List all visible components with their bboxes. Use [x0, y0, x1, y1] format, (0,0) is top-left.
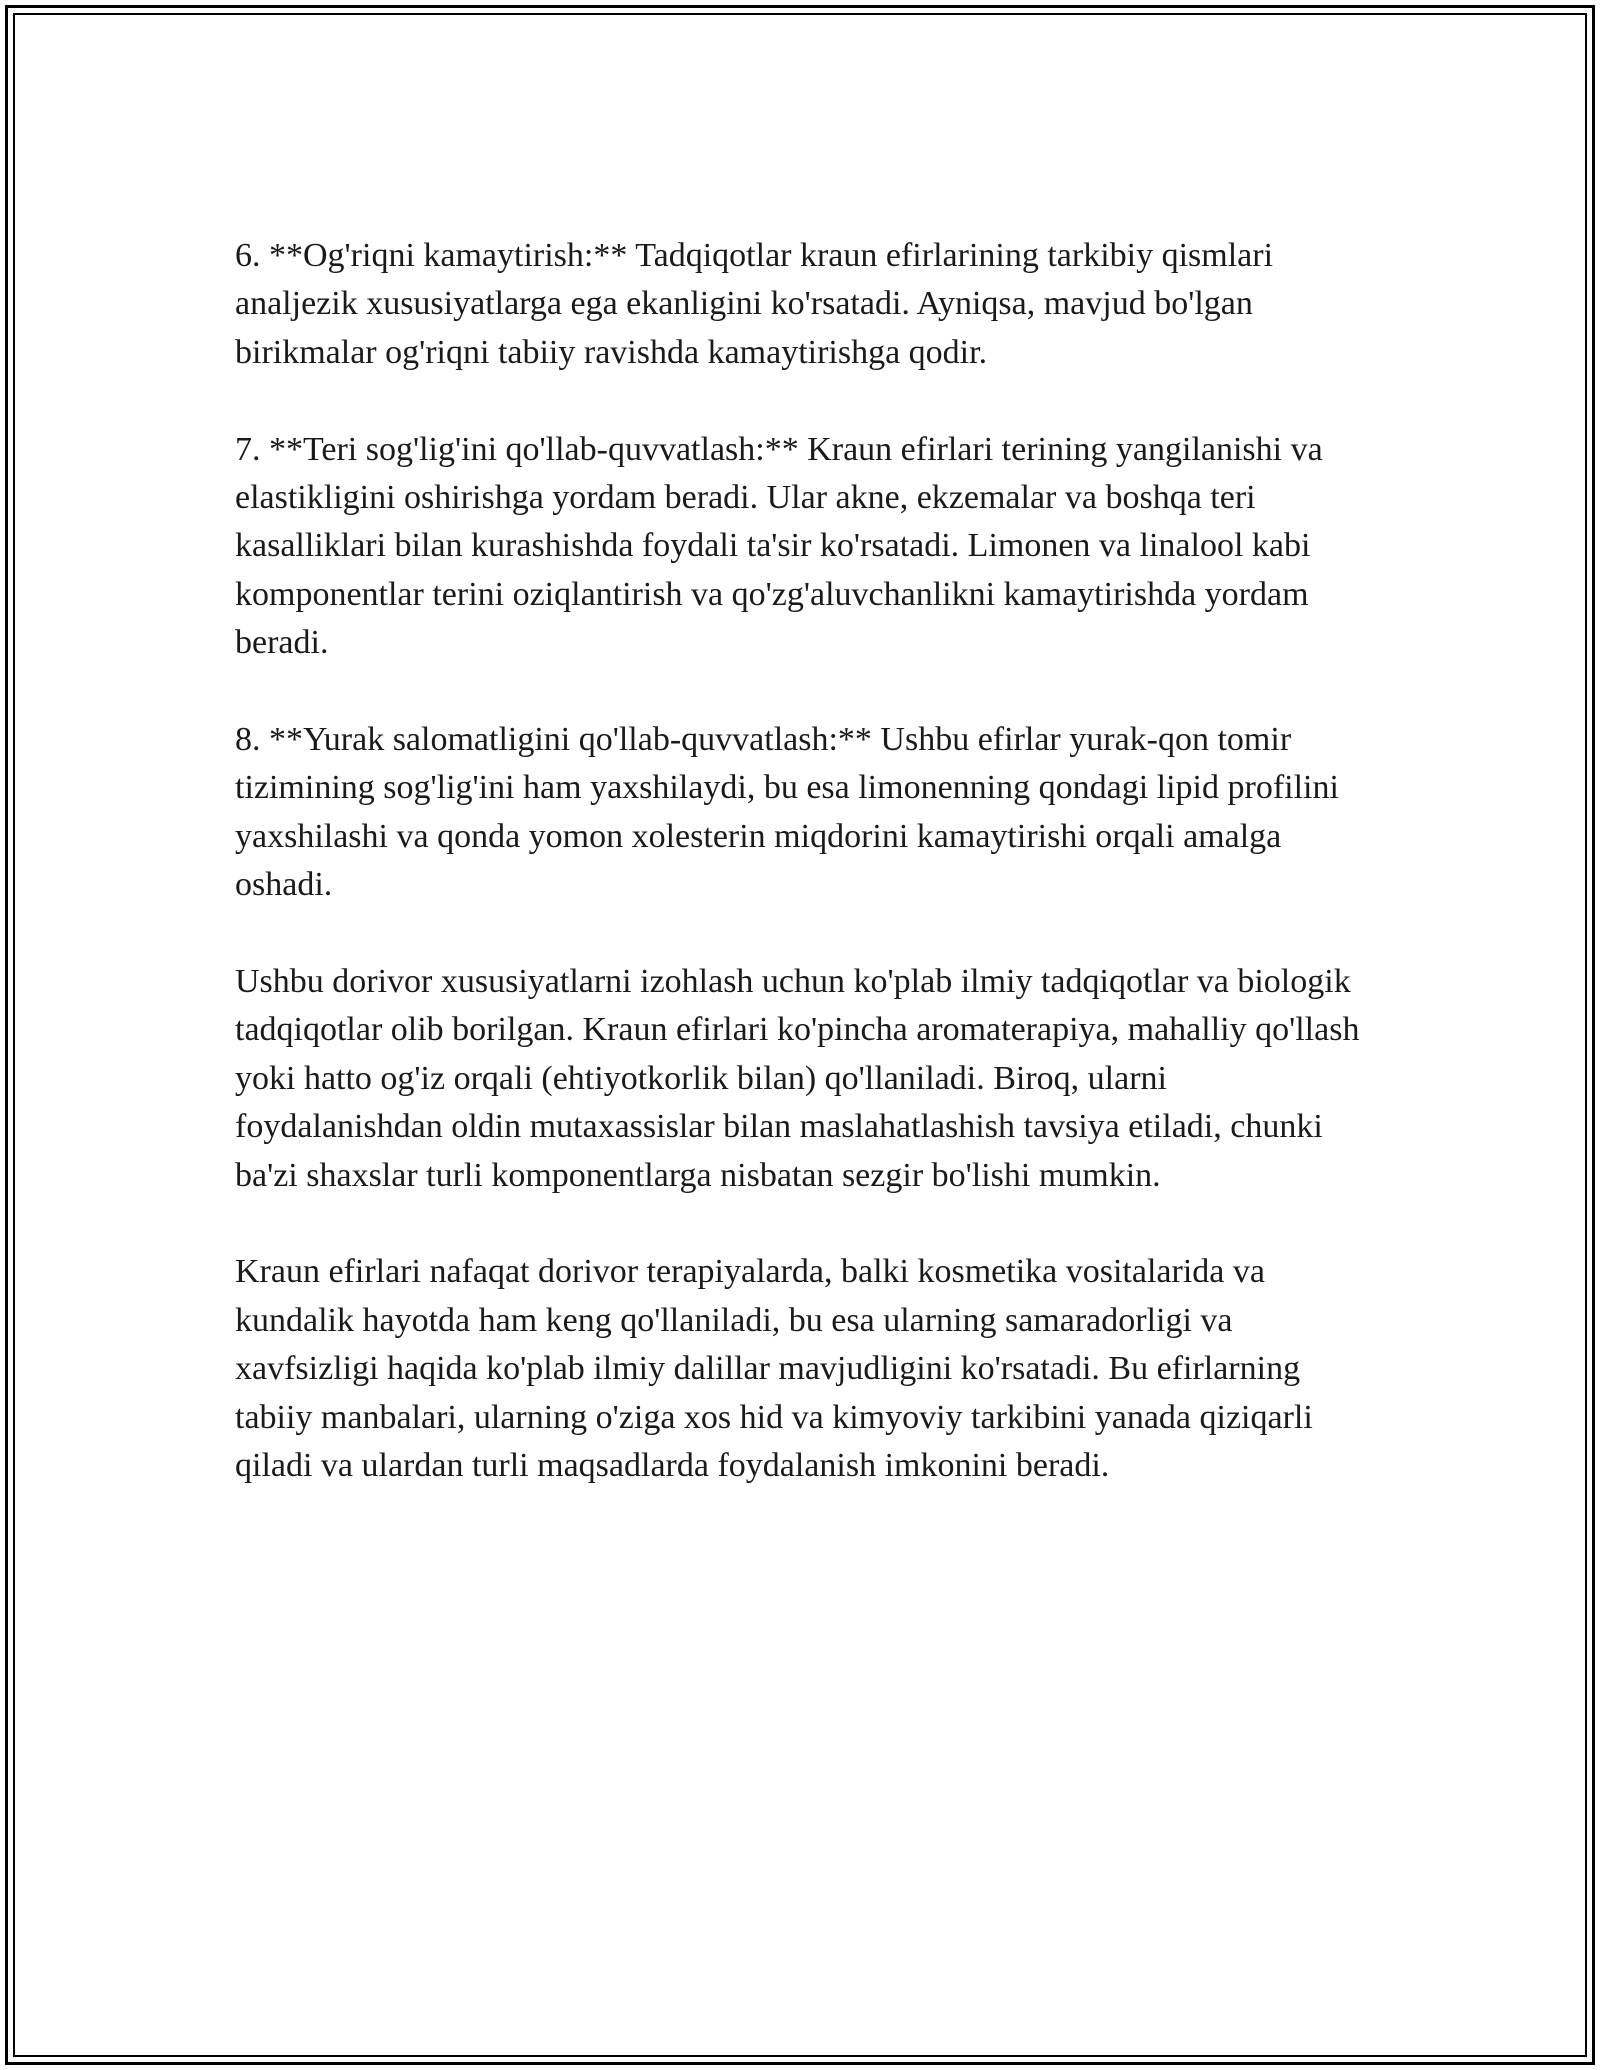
paragraph-research-note: Ushbu dorivor xususiyatlarni izohlash uchun ko'plab ilmiy tadqiqotlar va biologik tadqiqotlar olib borilgan. Kraun efirlari ko'pincha aromaterapiya, mahalliy qo'llash yoki hatto og'iz orqali (ehtiyotkorlik bilan) qo'llaniladi. Biroq, ularni foydalanishdan oldin mutaxassislar bilan maslahatlashish tavsiya etiladi, chunki ba'zi shaxslar turli komponentlarga nisbatan sezgir bo'lishi mumkin. — [235, 963, 1360, 1194]
paragraph-skin-health: 7. **Teri sog'lig'ini qo'llab-quvvatlash:** Kraun efirlari terining yangilanishi va elastikligini oshirishga yordam beradi. Ular akne, ekzemalar va boshqa teri kasalliklari bilan kurashishda foydali ta'sir ko'rsatadi. Limonen va linalool kabi komponentlar terini oziqlantirish va qo'zg'aluvchanlikni kamaytirishda yordam beradi. — [235, 430, 1323, 662]
paragraph-pain-relief: 6. **Og'riqni kamaytirish:** Tadqiqotlar kraun efirlarining tarkibiy qismlari analjezik xususiyatlarga ega ekanligini ko'rsatadi. Ayniqsa, mavjud bo'lgan birikmalar og'riqni tabiiy ravishda kamaytirishga qodir. — [235, 237, 1274, 371]
document-body — [235, 232, 1365, 1539]
paragraph-conclusion: Kraun efirlari nafaqat dorivor terapiyalarda, balki kosmetika vositalarida va kundalik hayotda ham keng qo'llaniladi, bu esa ularning samaradorligi va xavfsizligi haqida ko'plab ilmiy dalillar mavjudligini ko'rsatadi. Bu efirlarning tabiiy manbalari, ularning o'ziga xos hid va kimyoviy tarkibini yanada qiziqarli qiladi va ulardan turli maqsadlarda foydalanish imkonini beradi. — [235, 1253, 1313, 1485]
paragraph-heart-health: 8. **Yurak salomatligini qo'llab-quvvatlash:** Ushbu efirlar yurak-qon tomir tizimining sog'lig'ini ham yaxshilaydi, bu esa limonenning qondagi lipid profilini yaxshilashi va qonda yomon xolesterin miqdorini kamaytirishi orqali amalga oshadi. — [235, 721, 1339, 904]
